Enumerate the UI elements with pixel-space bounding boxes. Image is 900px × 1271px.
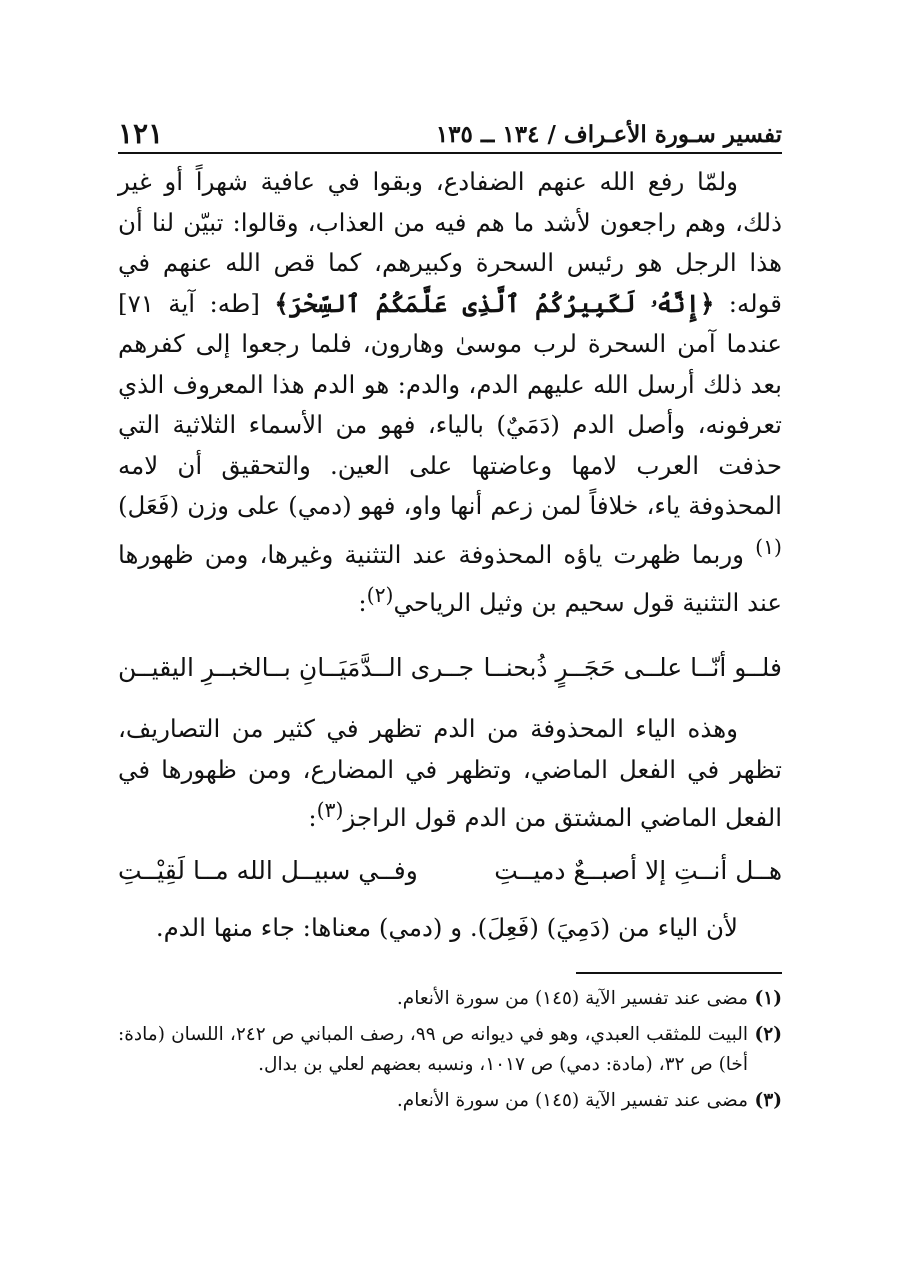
footnote-2-text: البيت للمثقب العبدي، وهو في ديوانه ص ٩٩، رصف المباني ص ٢٤٢، اللسان (مادة: أخا) ص ٣٢، (مادة: دمي) ص ١٠١٧، ونسبه بعضهم لعلي بن بدال. <box>118 1024 748 1075</box>
footnote-2-number: (٢) <box>754 1024 782 1045</box>
footnote-separator <box>576 972 782 974</box>
footnote-ref-3[interactable]: (٣) <box>316 798 344 822</box>
footnote-2 <box>118 1020 782 1080</box>
paragraph-1-text-c: وربما ظهرت ياؤه المحذوفة عند التثنية وغيرها، ومن ظهورها عند التثنية قول سحيم بن وثيل الرياحي <box>118 539 782 618</box>
paragraph-2-text-a: وهذه الياء المحذوفة من الدم تظهر في كثير من التصاريف، تظهر في الفعل الماضي، وتظهر في المضارع، ومن ظهورها في الفعل الماضي المشتق من الدم قول الراجز <box>118 714 782 833</box>
paragraph-1-text-b: [طه: آية ٧١] عندما آمن السحرة لرب موسىٰ وهارون، فلما رجعوا إلى كفرهم بعد ذلك أرسل الله عليهم الدم، والدم: هو الدم هذا المعروف الذي تعرفونه، وأصل الدم (دَمَيٌ) بالياء، فهو من الأسماء الثلاثية التي حذفت العرب لامها وعاضتها على العين. والتحقيق أن لامه المحذوفة ياء، خلافاً لمن زعم أنها واو، فهو (دمي) على وزن (فَعَل) <box>118 288 782 520</box>
paragraph-3: لأن الياء من (دَمِيَ) (فَعِلَ). و (دمي) معناها: جاء منها الدم. <box>155 913 738 942</box>
paragraph-2-text-b: : <box>308 803 317 833</box>
footnote-1-number: (١) <box>754 988 782 1009</box>
poetry-verse-2 <box>118 845 782 895</box>
paragraph-2 <box>118 709 782 839</box>
main-text-3 <box>118 908 782 949</box>
verse-2-second-hemistich: وفــي سبيــل الله مــا لَقِيْــتِ <box>118 855 418 885</box>
verse-1-first-hemistich: فلــو أنّــا علــى حَجَــرٍ ذُبحنــا <box>483 652 782 682</box>
poetry-verse-1 <box>118 642 782 692</box>
footnote-1 <box>118 984 782 1014</box>
verse-2-first-hemistich: هــل أنــتِ إلا أصبــعٌ دميــتِ <box>494 855 782 885</box>
footnote-3 <box>118 1086 782 1116</box>
quran-quote: ﴿إِنَّهُۥ لَكَبِيرُكُمُ ٱلَّذِى عَلَّمَكُمُ ٱلسِّحْرَ﴾ <box>274 288 715 318</box>
header-title: تفسير سـورة الأعـراف / ١٣٤ ــ ١٣٥ <box>435 121 782 148</box>
page-number: ١٢١ <box>118 117 164 150</box>
footnotes <box>118 984 782 1122</box>
main-text <box>118 162 782 624</box>
paragraph-1-text-d: : <box>358 588 367 618</box>
main-text-2 <box>118 709 782 839</box>
footnote-1-text: مضى عند تفسير الآية (١٤٥) من سورة الأنعام. <box>396 988 748 1009</box>
footnote-ref-2[interactable]: (٢) <box>366 583 394 608</box>
footnote-3-number: (٣) <box>754 1090 782 1111</box>
paragraph-1-text-a: ولمّا رفع الله عنهم الضفادع، وبقوا في عافية شهراً أو غير ذلك، وهم راجعون لأشد ما هم فيه من العذاب، وقالوا: تبيّن لنا أن هذا الرجل هو رئيس السحرة وكبيرهم، كما قص الله عنهم في قوله: <box>118 167 782 318</box>
verse-1-second-hemistich: جــرى الــدَّمَيَــانِ بــالخبــرِ اليقيــن <box>118 652 475 682</box>
paragraph-1 <box>118 162 782 624</box>
running-header <box>118 108 782 154</box>
footnote-ref-1[interactable]: (١) <box>755 534 782 559</box>
footnote-3-text: مضى عند تفسير الآية (١٤٥) من سورة الأنعام. <box>396 1090 748 1111</box>
